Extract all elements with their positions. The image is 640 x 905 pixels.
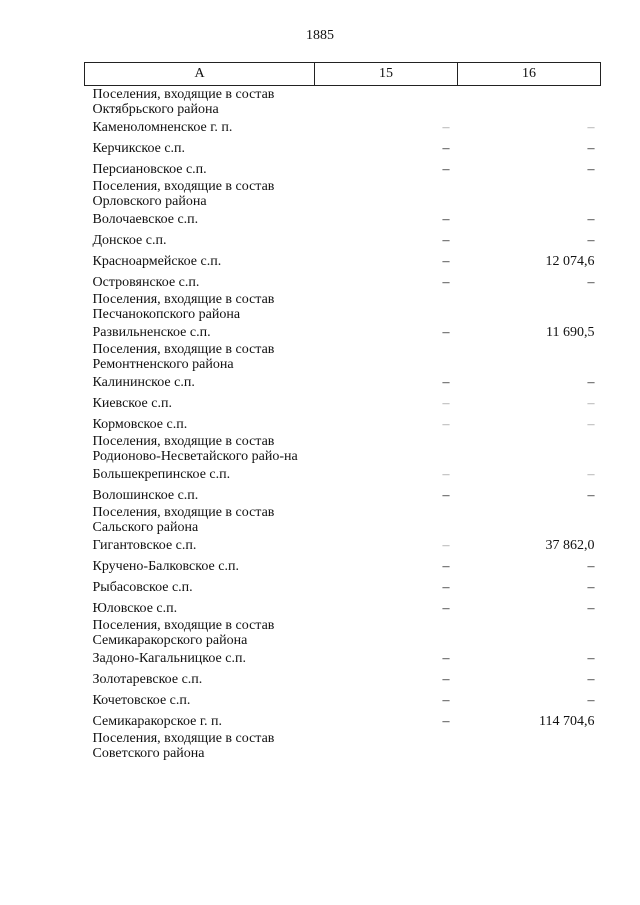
value-col-15: – [442,141,450,156]
settlement-name: Киевское с.п. [92,396,172,411]
value-col-16: – [587,467,595,482]
table-row [85,322,601,343]
value-col-15: – [442,254,450,269]
group-heading-row [85,293,601,322]
empty-cell [315,435,458,464]
settlement-name: Керчикское с.п. [92,141,186,156]
table-row [85,577,601,598]
group-heading-row [85,732,601,761]
table-row [85,159,601,180]
table-row [85,598,601,619]
settlement-name: Развильненское с.п. [92,325,211,340]
table-row [85,648,601,669]
group-heading: Поселения, входящие в состав Родионово-Несветайского райо-на [92,434,298,464]
table-row [85,138,601,159]
value-col-16: – [587,580,595,595]
value-col-16: – [587,375,595,390]
value-col-15: – [442,417,450,432]
value-col-16: 114 704,6 [539,714,595,729]
value-col-15: – [442,212,450,227]
column-header-a: А [85,63,315,86]
column-header-16: 16 [458,63,601,86]
value-col-15: – [442,325,450,340]
value-col-15: – [442,467,450,482]
value-col-16: – [587,417,595,432]
table-row [85,117,601,138]
value-col-16: – [587,141,595,156]
value-col-16: – [587,559,595,574]
column-header-15: 15 [315,63,458,86]
settlement-name: Калининское с.п. [92,375,195,390]
settlement-name: Волошинское с.п. [92,488,199,503]
empty-cell [458,86,601,118]
value-col-16: – [587,212,595,227]
settlement-name: Задоно-Кагальницкое с.п. [92,651,246,666]
table-row [85,393,601,414]
group-heading: Поселения, входящие в состав Песчанокопского района [92,292,275,322]
settlement-name: Семикаракорское г. п. [92,714,223,729]
settlement-name: Кочетовское с.п. [92,693,191,708]
value-col-16: – [587,488,595,503]
table-row [85,485,601,506]
value-col-15: – [442,580,450,595]
settlement-name: Юловское с.п. [92,601,178,616]
value-col-15: – [442,162,450,177]
group-heading: Поселения, входящие в состав Октябрьского района [92,87,275,117]
settlement-name: Гигантовское с.п. [92,538,197,553]
table-header [85,63,601,86]
value-col-16: 11 690,5 [546,325,595,340]
settlement-name: Кормовское с.п. [92,417,188,432]
empty-cell [458,343,601,372]
table-row [85,272,601,293]
group-heading: Поселения, входящие в состав Семикаракорского района [92,618,275,648]
group-heading-row [85,180,601,209]
value-col-15: – [442,375,450,390]
empty-cell [315,343,458,372]
empty-cell [458,732,601,761]
empty-cell [315,732,458,761]
group-heading-row [85,506,601,535]
settlement-name: Донское с.п. [92,233,167,248]
page-number: 1885 [306,28,334,43]
value-col-15: – [442,538,450,553]
value-col-15: – [442,714,450,729]
empty-cell [315,506,458,535]
table-row [85,669,601,690]
table-body [85,86,601,762]
settlement-name: Золотаревское с.п. [92,672,203,687]
group-heading-row [85,435,601,464]
group-heading-row [85,86,601,118]
value-col-16: – [587,396,595,411]
table-row [85,209,601,230]
value-col-16: 12 074,6 [545,254,595,269]
settlement-name: Большекрепинское с.п. [92,467,231,482]
settlement-name: Островянское с.п. [92,275,200,290]
table-row [85,711,601,732]
header-row [85,63,601,86]
value-col-16: – [587,672,595,687]
value-col-15: – [442,275,450,290]
group-heading-row [85,619,601,648]
value-col-15: – [442,559,450,574]
value-col-15: – [442,651,450,666]
value-col-15: – [442,120,450,135]
value-col-16: – [587,651,595,666]
group-heading: Поселения, входящие в состав Ремонтненского района [92,342,275,372]
empty-cell [315,619,458,648]
value-col-15: – [442,488,450,503]
table-row [85,556,601,577]
group-heading: Поселения, входящие в состав Сальского района [92,505,275,535]
settlement-name: Каменоломненское г. п. [92,120,233,135]
empty-cell [458,293,601,322]
table-row [85,535,601,556]
value-col-15: – [442,601,450,616]
value-col-15: – [442,396,450,411]
value-col-16: – [587,601,595,616]
value-col-16: – [587,120,595,135]
table-row [85,372,601,393]
settlement-name: Персиановское с.п. [92,162,207,177]
value-col-16: – [587,275,595,290]
value-col-15: – [442,233,450,248]
settlement-name: Кручено-Балковское с.п. [92,559,239,574]
value-col-16: – [587,693,595,708]
group-heading: Поселения, входящие в состав Орловского района [92,179,275,209]
table-row [85,414,601,435]
empty-cell [458,435,601,464]
table-row [85,230,601,251]
table-row [85,690,601,711]
empty-cell [315,180,458,209]
table-row [85,251,601,272]
group-heading: Поселения, входящие в состав Советского района [92,731,275,761]
value-col-16: 37 862,0 [545,538,595,553]
value-col-15: – [442,672,450,687]
empty-cell [315,86,458,118]
value-col-15: – [442,693,450,708]
settlement-name: Волочаевское с.п. [92,212,199,227]
settlement-name: Красноармейское с.п. [92,254,222,269]
data-table [84,62,601,761]
empty-cell [458,506,601,535]
settlement-name: Рыбасовское с.п. [92,580,193,595]
empty-cell [315,293,458,322]
group-heading-row [85,343,601,372]
value-col-16: – [587,162,595,177]
value-col-16: – [587,233,595,248]
empty-cell [458,180,601,209]
table-row [85,464,601,485]
empty-cell [458,619,601,648]
